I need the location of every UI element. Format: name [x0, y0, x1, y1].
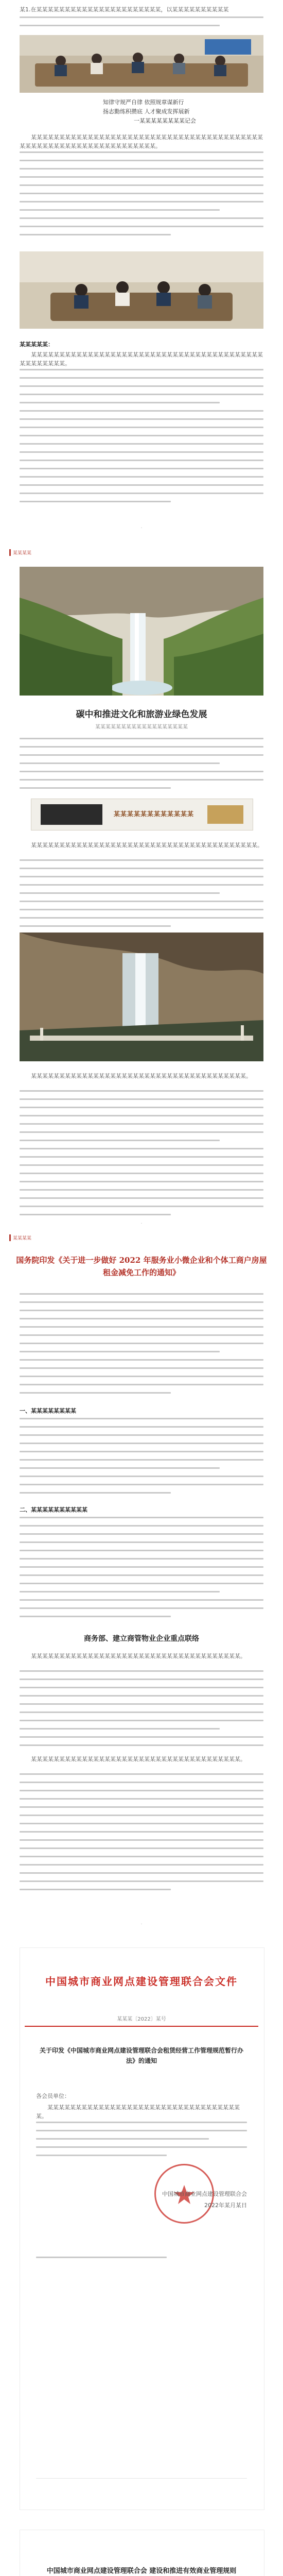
article2-title: 碳中和推进文化和旅游业绿色发展	[76, 709, 207, 720]
quote-block	[103, 98, 257, 126]
article1-subhead: 某某某某某：	[20, 341, 54, 348]
document-org-header: 中国城市商业网点建设管理联合会文件	[45, 1975, 238, 1988]
award-banner	[31, 799, 253, 831]
quote-line-2: 扬志勤练积攒底 人才聚成发挥展新	[103, 108, 190, 115]
section-tag-2: 某某某某	[9, 1234, 31, 1241]
mountain-image	[20, 933, 263, 1061]
document-2-title: 中国城市商业网点建设管理联合会 建设和推进有效商业管理规则	[46, 2567, 237, 2575]
article3-subtitle: 商务部、建立商管物业企业重点联络	[84, 1635, 199, 1643]
article3-para-2: 某某某某某某某某某某某某某某某某某某某某某某某某某某某某某某某某某某某某某。	[31, 1756, 246, 1762]
meeting-photo-2-image	[20, 251, 263, 329]
document-red-line	[25, 2026, 258, 2027]
document-addressee: 各会员单位：	[36, 2093, 70, 2099]
document-signature: 中国城市商业网点建设管理联合会	[162, 2191, 247, 2197]
waterfall-image	[20, 567, 263, 696]
document-sheet	[20, 1947, 264, 2510]
article2-para-1: 某某某某某某某某某某某某某某某某某某某某某某某某某某某某某某某某某某某某某某某某。	[31, 842, 263, 849]
quote-line-1: 知律守规严自律 依照规章谋新行	[103, 99, 184, 106]
article3-section-2: 二、某某某某某某某某某某	[20, 1506, 87, 1513]
waterfall-photo	[20, 567, 263, 696]
article3-title: 国务院印发《关于进一步做好 2022 年服务业小微企业和个体工商户房屋租金减免工作的通知》	[16, 1256, 267, 1277]
official-document-1	[0, 1937, 283, 2524]
quote-line-3: 一某某某某某某某某记会	[134, 117, 196, 124]
article2-subtitle: 某某某某某某某某某某某某某某某某某某	[95, 724, 188, 730]
mountain-photo	[20, 933, 263, 1061]
document-para-1: 某某某某某某某某某某某某某某某某某某某某某某某某某某某某某某某某某某某。	[36, 2104, 240, 2120]
meeting-photo	[20, 35, 263, 93]
document-title: 关于印发《中国城市商业网点建设管理联合会租赁经营工作管理规范暂行办法》的通知	[39, 2047, 243, 2064]
article-meeting: 某1.在某某某某某某某某某某某某某某某某某某某某某某，以某某某某某某某某某某 知律守规严自律 依照规章谋新行 扬志勤练积攒底 人才聚成发挥展新 一某某某某某某某某记会 某某某某某某某某某某某某某某某某某某某某某某某某某某某某某某某某某某某某某某某某某某某某某某某某某某某某某某某某某某某某某某某某某。 某某某某某： 某某某某某某某某某某某某某某某某某某某某某某某某某某某某某某某某某某某某某某某某某某某某某某某某某。 ·	[20, 6, 263, 531]
document-number: 某某某〔2022〕某号	[117, 2016, 166, 2022]
article1-para-2: 某某某某某某某某某某某某某某某某某某某某某某某某某某某某某某某某某某某某某某某某某某某某某某某某某。	[20, 351, 263, 367]
article3-para-1: 某某某某某某某某某某某某某某某某某某某某某某某某某某某某某某某某某某某某某。	[31, 1653, 246, 1659]
intro-text: 某1.在某某某某某某某某某某某某某某某某某某某某某某，以某某某某某某某某某某	[20, 6, 229, 13]
meeting-photo-2	[20, 251, 263, 329]
article-green-tourism: 某某某某 碳中和推进文化和旅游业绿色发展 某某某某某某某某某某某某某某某某某某 某某某某某某某某某某某某 某某某某某某某某某某某某某某某某某某某某某某某某某某某某某某某某某某某某某某某某。 某某某某某某某某某某某某某某某某某某某某某某某某某某某某某某某某某某某某某某。 ·	[0, 546, 283, 1231]
article1-para-1: 某某某某某某某某某某某某某某某某某某某某某某某某某某某某某某某某某某某某某某某某某某某某某某某某某某某某某某某某某某某某某某某某某。	[20, 134, 263, 149]
meeting-photo-image	[20, 35, 263, 93]
document-date: 2022年某月某日	[204, 2202, 247, 2209]
award-banner-text: 某某某某某某某某某某某某	[114, 810, 194, 818]
official-document-2	[0, 2524, 283, 2576]
article2-para-2: 某某某某某某某某某某某某某某某某某某某某某某某某某某某某某某某某某某某某某某。	[31, 1073, 252, 1079]
article3-section-1: 一、某某某某某某某某	[20, 1408, 76, 1414]
article-rent-notice: 某某某某 国务院印发《关于进一步做好 2022 年服务业小微企业和个体工商户房屋租金减免工作的通知》 一、某某某某某某某某 二、某某某某某某某某某某 商务部、建立商管物业企业重点联络 某某某某某某某某某某某某某某某某某某某某某某某某某某某某某某某某某某某某某。 某某某某某某某某某某某某某某某某某某某某某某某某某某某某某某某某某某某某某。 ·	[0, 1231, 283, 1937]
section-tag: 某某某某	[9, 549, 31, 556]
